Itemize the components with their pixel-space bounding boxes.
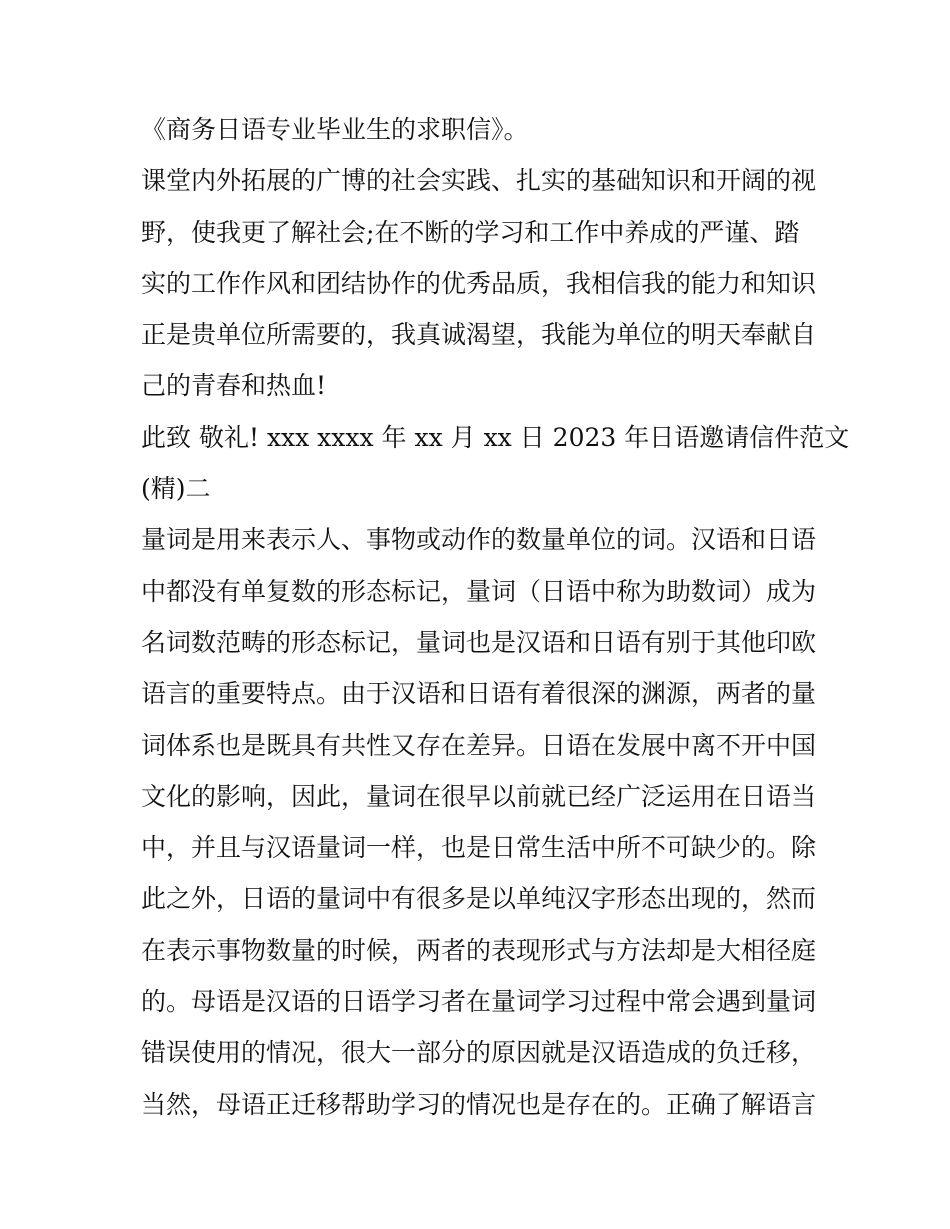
document-body [141, 104, 850, 1130]
text-line: 名词数范畴的形态标记，量词也是汉语和日语有别于其他印欧 [141, 627, 817, 657]
text-line: 中，并且与汉语量词一样，也是日常生活中所不可缺少的。除 [141, 833, 817, 863]
section-heading-line: (精)二 [141, 474, 211, 504]
title-line: 《商务日语专业毕业生的求职信》。 [141, 115, 529, 144]
text-line: 正是贵单位所需要的，我真诚渴望，我能为单位的明天奉献自 [141, 320, 817, 350]
text-line: 文化的影响，因此，量词在很早以前就已经广泛运用在日语当 [141, 781, 817, 811]
text-line: 在表示事物数量的时候，两者的表现形式与方法却是大相径庭 [141, 935, 817, 965]
text-line: 此之外，日语的量词中有很多是以单纯汉字形态出现的，然而 [141, 884, 817, 914]
text-line: 错误使用的情况，很大一部分的原因就是汉语造成的负迁移， [141, 1038, 817, 1068]
text-line: 己的青春和热血! [141, 371, 327, 401]
text-line: 野，使我更了解社会;在不断的学习和工作中养成的严谨、踏 [141, 217, 800, 247]
text-line: 课堂内外拓展的广博的社会实践、扎实的基础知识和开阔的视 [141, 166, 817, 196]
text-line: 实的工作作风和团结协作的优秀品质，我相信我的能力和知识 [141, 268, 817, 298]
text-line: 的。母语是汉语的日语学习者在量词学习过程中常会遇到量词 [141, 987, 817, 1017]
text-line: 量词是用来表示人、事物或动作的数量单位的词。汉语和日语 [141, 525, 817, 555]
text-line: 词体系也是既具有共性又存在差异。日语在发展中离不开中国 [141, 730, 817, 760]
text-line: 语言的重要特点。由于汉语和日语有着很深的渊源，两者的量 [141, 679, 817, 709]
text-line: 中都没有单复数的形态标记，量词（日语中称为助数词）成为 [141, 576, 817, 606]
closing-line: 此致 敬礼! xxx xxxx 年 xx 月 xx 日 2023 年日语邀请信件范文 [141, 422, 850, 452]
text-line: 当然，母语正迁移帮助学习的情况也是存在的。正确了解语言 [141, 1089, 817, 1119]
